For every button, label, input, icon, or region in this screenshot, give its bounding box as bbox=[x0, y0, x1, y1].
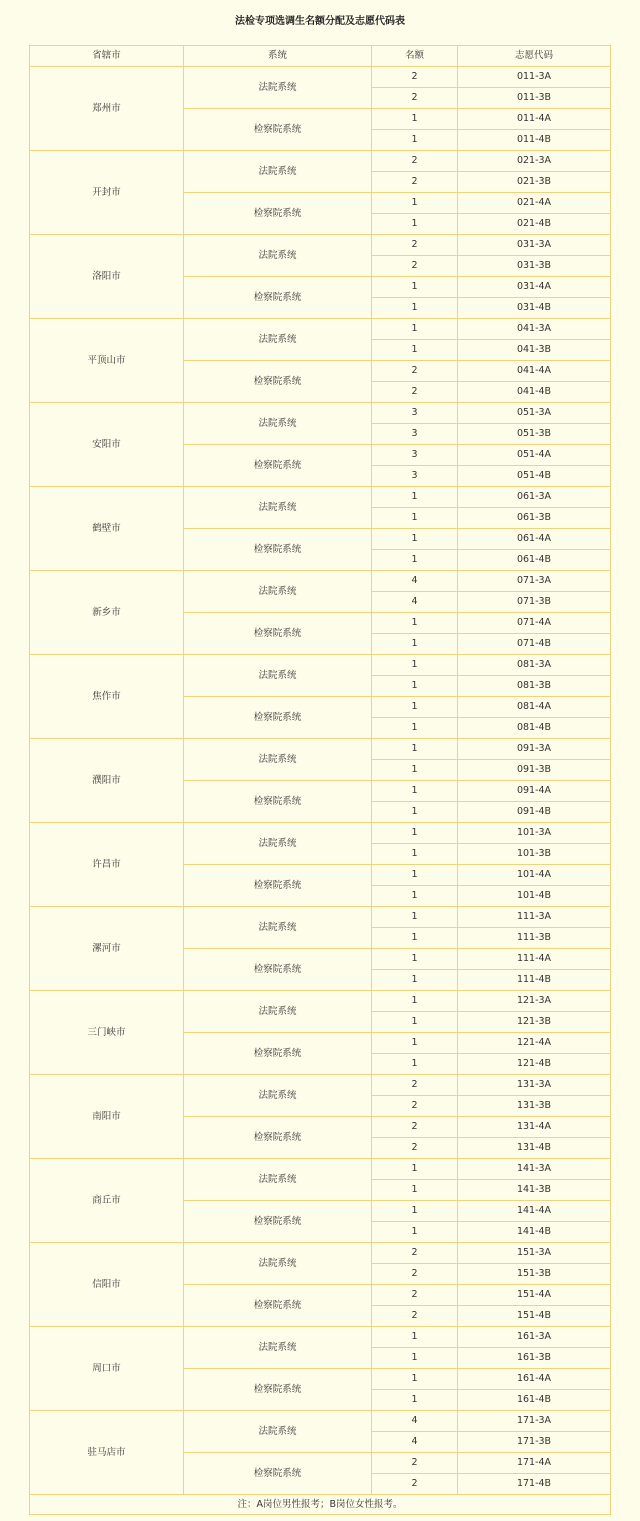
city-name-cell: 鹤壁市 bbox=[30, 487, 184, 571]
table-row bbox=[30, 1159, 611, 1180]
quota-cell: 2 bbox=[372, 1075, 458, 1096]
quota-cell: 1 bbox=[372, 193, 458, 214]
quota-cell: 1 bbox=[372, 865, 458, 886]
quota-cell: 1 bbox=[372, 613, 458, 634]
code-cell: 101-4B bbox=[458, 886, 611, 907]
code-cell: 041-4B bbox=[458, 382, 611, 403]
code-cell: 041-3A bbox=[458, 319, 611, 340]
quota-cell: 2 bbox=[372, 1117, 458, 1138]
quota-cell: 1 bbox=[372, 109, 458, 130]
table-row bbox=[30, 1411, 611, 1432]
code-cell: 071-4B bbox=[458, 634, 611, 655]
table-row bbox=[30, 403, 611, 424]
quota-cell: 1 bbox=[372, 1201, 458, 1222]
city-name-cell: 周口市 bbox=[30, 1327, 184, 1411]
note-row bbox=[30, 1495, 611, 1515]
code-cell: 131-3A bbox=[458, 1075, 611, 1096]
table-note: 注：A岗位男性报考；B岗位女性报考。 bbox=[30, 1495, 611, 1515]
quota-cell: 1 bbox=[372, 487, 458, 508]
code-cell: 121-4B bbox=[458, 1054, 611, 1075]
code-cell: 111-3A bbox=[458, 907, 611, 928]
quota-cell: 1 bbox=[372, 697, 458, 718]
quota-cell: 3 bbox=[372, 445, 458, 466]
code-cell: 031-4A bbox=[458, 277, 611, 298]
system-court-cell: 法院系统 bbox=[184, 67, 372, 109]
code-cell: 061-3B bbox=[458, 508, 611, 529]
code-cell: 041-4A bbox=[458, 361, 611, 382]
quota-cell: 4 bbox=[372, 1411, 458, 1432]
quota-cell: 1 bbox=[372, 1012, 458, 1033]
table-header-row bbox=[30, 46, 611, 67]
system-court-cell: 法院系统 bbox=[184, 739, 372, 781]
system-procuratorate-cell: 检察院系统 bbox=[184, 697, 372, 739]
city-name-cell: 许昌市 bbox=[30, 823, 184, 907]
system-court-cell: 法院系统 bbox=[184, 1411, 372, 1453]
table-row bbox=[30, 1075, 611, 1096]
quota-cell: 1 bbox=[372, 823, 458, 844]
code-cell: 091-3A bbox=[458, 739, 611, 760]
code-cell: 071-4A bbox=[458, 613, 611, 634]
code-cell: 031-3B bbox=[458, 256, 611, 277]
quota-cell: 2 bbox=[372, 172, 458, 193]
quota-cell: 1 bbox=[372, 1327, 458, 1348]
code-cell: 091-3B bbox=[458, 760, 611, 781]
code-cell: 011-3B bbox=[458, 88, 611, 109]
code-cell: 131-4B bbox=[458, 1138, 611, 1159]
table-row bbox=[30, 67, 611, 88]
city-name-cell: 焦作市 bbox=[30, 655, 184, 739]
system-court-cell: 法院系统 bbox=[184, 1075, 372, 1117]
system-court-cell: 法院系统 bbox=[184, 823, 372, 865]
code-cell: 111-4A bbox=[458, 949, 611, 970]
code-cell: 061-4B bbox=[458, 550, 611, 571]
table-row bbox=[30, 1243, 611, 1264]
quota-cell: 1 bbox=[372, 529, 458, 550]
table-row bbox=[30, 319, 611, 340]
code-cell: 131-4A bbox=[458, 1117, 611, 1138]
quota-cell: 2 bbox=[372, 1096, 458, 1117]
quota-cell: 3 bbox=[372, 466, 458, 487]
quota-cell: 3 bbox=[372, 424, 458, 445]
quota-cell: 1 bbox=[372, 928, 458, 949]
code-cell: 101-4A bbox=[458, 865, 611, 886]
code-cell: 051-3B bbox=[458, 424, 611, 445]
system-court-cell: 法院系统 bbox=[184, 319, 372, 361]
code-cell: 141-4A bbox=[458, 1201, 611, 1222]
city-name-cell: 漯河市 bbox=[30, 907, 184, 991]
quota-cell: 3 bbox=[372, 403, 458, 424]
system-procuratorate-cell: 检察院系统 bbox=[184, 1369, 372, 1411]
code-cell: 071-3A bbox=[458, 571, 611, 592]
quota-cell: 1 bbox=[372, 508, 458, 529]
table-row bbox=[30, 1327, 611, 1348]
code-cell: 011-3A bbox=[458, 67, 611, 88]
quota-cell: 1 bbox=[372, 991, 458, 1012]
code-cell: 061-4A bbox=[458, 529, 611, 550]
header-quota: 名额 bbox=[372, 46, 458, 67]
quota-cell: 2 bbox=[372, 1306, 458, 1327]
quota-cell: 1 bbox=[372, 949, 458, 970]
quota-cell: 1 bbox=[372, 1369, 458, 1390]
code-cell: 141-3B bbox=[458, 1180, 611, 1201]
table-row bbox=[30, 571, 611, 592]
system-court-cell: 法院系统 bbox=[184, 1243, 372, 1285]
code-cell: 011-4B bbox=[458, 130, 611, 151]
page-title: 法检专项选调生名额分配及志愿代码表 bbox=[235, 16, 405, 27]
code-cell: 161-3B bbox=[458, 1348, 611, 1369]
system-procuratorate-cell: 检察院系统 bbox=[184, 1453, 372, 1495]
code-cell: 151-3A bbox=[458, 1243, 611, 1264]
table-row bbox=[30, 823, 611, 844]
system-procuratorate-cell: 检察院系统 bbox=[184, 109, 372, 151]
code-cell: 151-4A bbox=[458, 1285, 611, 1306]
quota-cell: 2 bbox=[372, 88, 458, 109]
system-court-cell: 法院系统 bbox=[184, 991, 372, 1033]
quota-table bbox=[29, 45, 611, 1515]
system-procuratorate-cell: 检察院系统 bbox=[184, 1033, 372, 1075]
quota-cell: 1 bbox=[372, 214, 458, 235]
quota-cell: 4 bbox=[372, 1432, 458, 1453]
quota-cell: 2 bbox=[372, 1474, 458, 1495]
table-body bbox=[30, 67, 611, 1495]
code-cell: 041-3B bbox=[458, 340, 611, 361]
quota-cell: 1 bbox=[372, 718, 458, 739]
system-court-cell: 法院系统 bbox=[184, 1327, 372, 1369]
code-cell: 171-4A bbox=[458, 1453, 611, 1474]
system-procuratorate-cell: 检察院系统 bbox=[184, 277, 372, 319]
code-cell: 121-3A bbox=[458, 991, 611, 1012]
system-procuratorate-cell: 检察院系统 bbox=[184, 193, 372, 235]
quota-cell: 2 bbox=[372, 151, 458, 172]
quota-cell: 2 bbox=[372, 1453, 458, 1474]
city-name-cell: 洛阳市 bbox=[30, 235, 184, 319]
system-court-cell: 法院系统 bbox=[184, 655, 372, 697]
header-system: 系统 bbox=[184, 46, 372, 67]
quota-cell: 1 bbox=[372, 1348, 458, 1369]
code-cell: 031-3A bbox=[458, 235, 611, 256]
system-procuratorate-cell: 检察院系统 bbox=[184, 613, 372, 655]
quota-cell: 2 bbox=[372, 382, 458, 403]
code-cell: 061-3A bbox=[458, 487, 611, 508]
code-cell: 021-3B bbox=[458, 172, 611, 193]
table-row bbox=[30, 739, 611, 760]
system-procuratorate-cell: 检察院系统 bbox=[184, 361, 372, 403]
quota-cell: 2 bbox=[372, 1243, 458, 1264]
city-name-cell: 平顶山市 bbox=[30, 319, 184, 403]
quota-cell: 1 bbox=[372, 844, 458, 865]
code-cell: 161-4B bbox=[458, 1390, 611, 1411]
quota-cell: 2 bbox=[372, 1285, 458, 1306]
quota-cell: 1 bbox=[372, 340, 458, 361]
quota-cell: 1 bbox=[372, 634, 458, 655]
system-procuratorate-cell: 检察院系统 bbox=[184, 781, 372, 823]
city-name-cell: 濮阳市 bbox=[30, 739, 184, 823]
code-cell: 171-3B bbox=[458, 1432, 611, 1453]
code-cell: 081-3A bbox=[458, 655, 611, 676]
table-row bbox=[30, 655, 611, 676]
quota-cell: 1 bbox=[372, 1054, 458, 1075]
city-name-cell: 新乡市 bbox=[30, 571, 184, 655]
system-procuratorate-cell: 检察院系统 bbox=[184, 1201, 372, 1243]
code-cell: 021-4A bbox=[458, 193, 611, 214]
code-cell: 131-3B bbox=[458, 1096, 611, 1117]
quota-cell: 1 bbox=[372, 130, 458, 151]
code-cell: 121-4A bbox=[458, 1033, 611, 1054]
code-cell: 111-3B bbox=[458, 928, 611, 949]
city-name-cell: 驻马店市 bbox=[30, 1411, 184, 1495]
quota-cell: 2 bbox=[372, 256, 458, 277]
code-cell: 091-4A bbox=[458, 781, 611, 802]
code-cell: 161-3A bbox=[458, 1327, 611, 1348]
city-name-cell: 安阳市 bbox=[30, 403, 184, 487]
code-cell: 101-3B bbox=[458, 844, 611, 865]
system-procuratorate-cell: 检察院系统 bbox=[184, 529, 372, 571]
quota-cell: 1 bbox=[372, 1390, 458, 1411]
quota-cell: 1 bbox=[372, 781, 458, 802]
city-name-cell: 信阳市 bbox=[30, 1243, 184, 1327]
quota-cell: 2 bbox=[372, 235, 458, 256]
quota-cell: 2 bbox=[372, 1264, 458, 1285]
code-cell: 101-3A bbox=[458, 823, 611, 844]
quota-cell: 1 bbox=[372, 655, 458, 676]
code-cell: 121-3B bbox=[458, 1012, 611, 1033]
quota-cell: 1 bbox=[372, 739, 458, 760]
code-cell: 051-4B bbox=[458, 466, 611, 487]
code-cell: 141-3A bbox=[458, 1159, 611, 1180]
code-cell: 171-4B bbox=[458, 1474, 611, 1495]
city-name-cell: 三门峡市 bbox=[30, 991, 184, 1075]
quota-cell: 1 bbox=[372, 886, 458, 907]
system-court-cell: 法院系统 bbox=[184, 571, 372, 613]
quota-cell: 1 bbox=[372, 1222, 458, 1243]
quota-cell: 1 bbox=[372, 676, 458, 697]
code-cell: 081-3B bbox=[458, 676, 611, 697]
code-cell: 051-4A bbox=[458, 445, 611, 466]
system-procuratorate-cell: 检察院系统 bbox=[184, 865, 372, 907]
quota-cell: 1 bbox=[372, 802, 458, 823]
code-cell: 051-3A bbox=[458, 403, 611, 424]
code-cell: 151-4B bbox=[458, 1306, 611, 1327]
quota-cell: 1 bbox=[372, 319, 458, 340]
header-city: 省辖市 bbox=[30, 46, 184, 67]
system-procuratorate-cell: 检察院系统 bbox=[184, 1117, 372, 1159]
table-row bbox=[30, 991, 611, 1012]
code-cell: 081-4B bbox=[458, 718, 611, 739]
system-procuratorate-cell: 检察院系统 bbox=[184, 949, 372, 991]
quota-cell: 1 bbox=[372, 1033, 458, 1054]
system-procuratorate-cell: 检察院系统 bbox=[184, 445, 372, 487]
code-cell: 081-4A bbox=[458, 697, 611, 718]
code-cell: 161-4A bbox=[458, 1369, 611, 1390]
quota-cell: 1 bbox=[372, 550, 458, 571]
city-name-cell: 郑州市 bbox=[30, 67, 184, 151]
city-name-cell: 南阳市 bbox=[30, 1075, 184, 1159]
quota-cell: 1 bbox=[372, 970, 458, 991]
system-court-cell: 法院系统 bbox=[184, 403, 372, 445]
quota-cell: 1 bbox=[372, 298, 458, 319]
code-cell: 111-4B bbox=[458, 970, 611, 991]
quota-cell: 1 bbox=[372, 907, 458, 928]
quota-cell: 2 bbox=[372, 361, 458, 382]
quota-cell: 4 bbox=[372, 571, 458, 592]
code-cell: 031-4B bbox=[458, 298, 611, 319]
code-cell: 011-4A bbox=[458, 109, 611, 130]
table-row bbox=[30, 487, 611, 508]
quota-cell: 1 bbox=[372, 1159, 458, 1180]
code-cell: 071-3B bbox=[458, 592, 611, 613]
system-court-cell: 法院系统 bbox=[184, 235, 372, 277]
system-procuratorate-cell: 检察院系统 bbox=[184, 1285, 372, 1327]
code-cell: 091-4B bbox=[458, 802, 611, 823]
quota-cell: 1 bbox=[372, 1180, 458, 1201]
quota-cell: 2 bbox=[372, 1138, 458, 1159]
code-cell: 151-3B bbox=[458, 1264, 611, 1285]
system-court-cell: 法院系统 bbox=[184, 487, 372, 529]
system-court-cell: 法院系统 bbox=[184, 907, 372, 949]
code-cell: 171-3A bbox=[458, 1411, 611, 1432]
table-row bbox=[30, 151, 611, 172]
code-cell: 021-4B bbox=[458, 214, 611, 235]
system-court-cell: 法院系统 bbox=[184, 151, 372, 193]
table-row bbox=[30, 235, 611, 256]
city-name-cell: 开封市 bbox=[30, 151, 184, 235]
quota-cell: 4 bbox=[372, 592, 458, 613]
code-cell: 141-4B bbox=[458, 1222, 611, 1243]
city-name-cell: 商丘市 bbox=[30, 1159, 184, 1243]
table-row bbox=[30, 907, 611, 928]
quota-cell: 1 bbox=[372, 277, 458, 298]
header-code: 志愿代码 bbox=[458, 46, 611, 67]
quota-cell: 1 bbox=[372, 760, 458, 781]
quota-cell: 2 bbox=[372, 67, 458, 88]
system-court-cell: 法院系统 bbox=[184, 1159, 372, 1201]
code-cell: 021-3A bbox=[458, 151, 611, 172]
